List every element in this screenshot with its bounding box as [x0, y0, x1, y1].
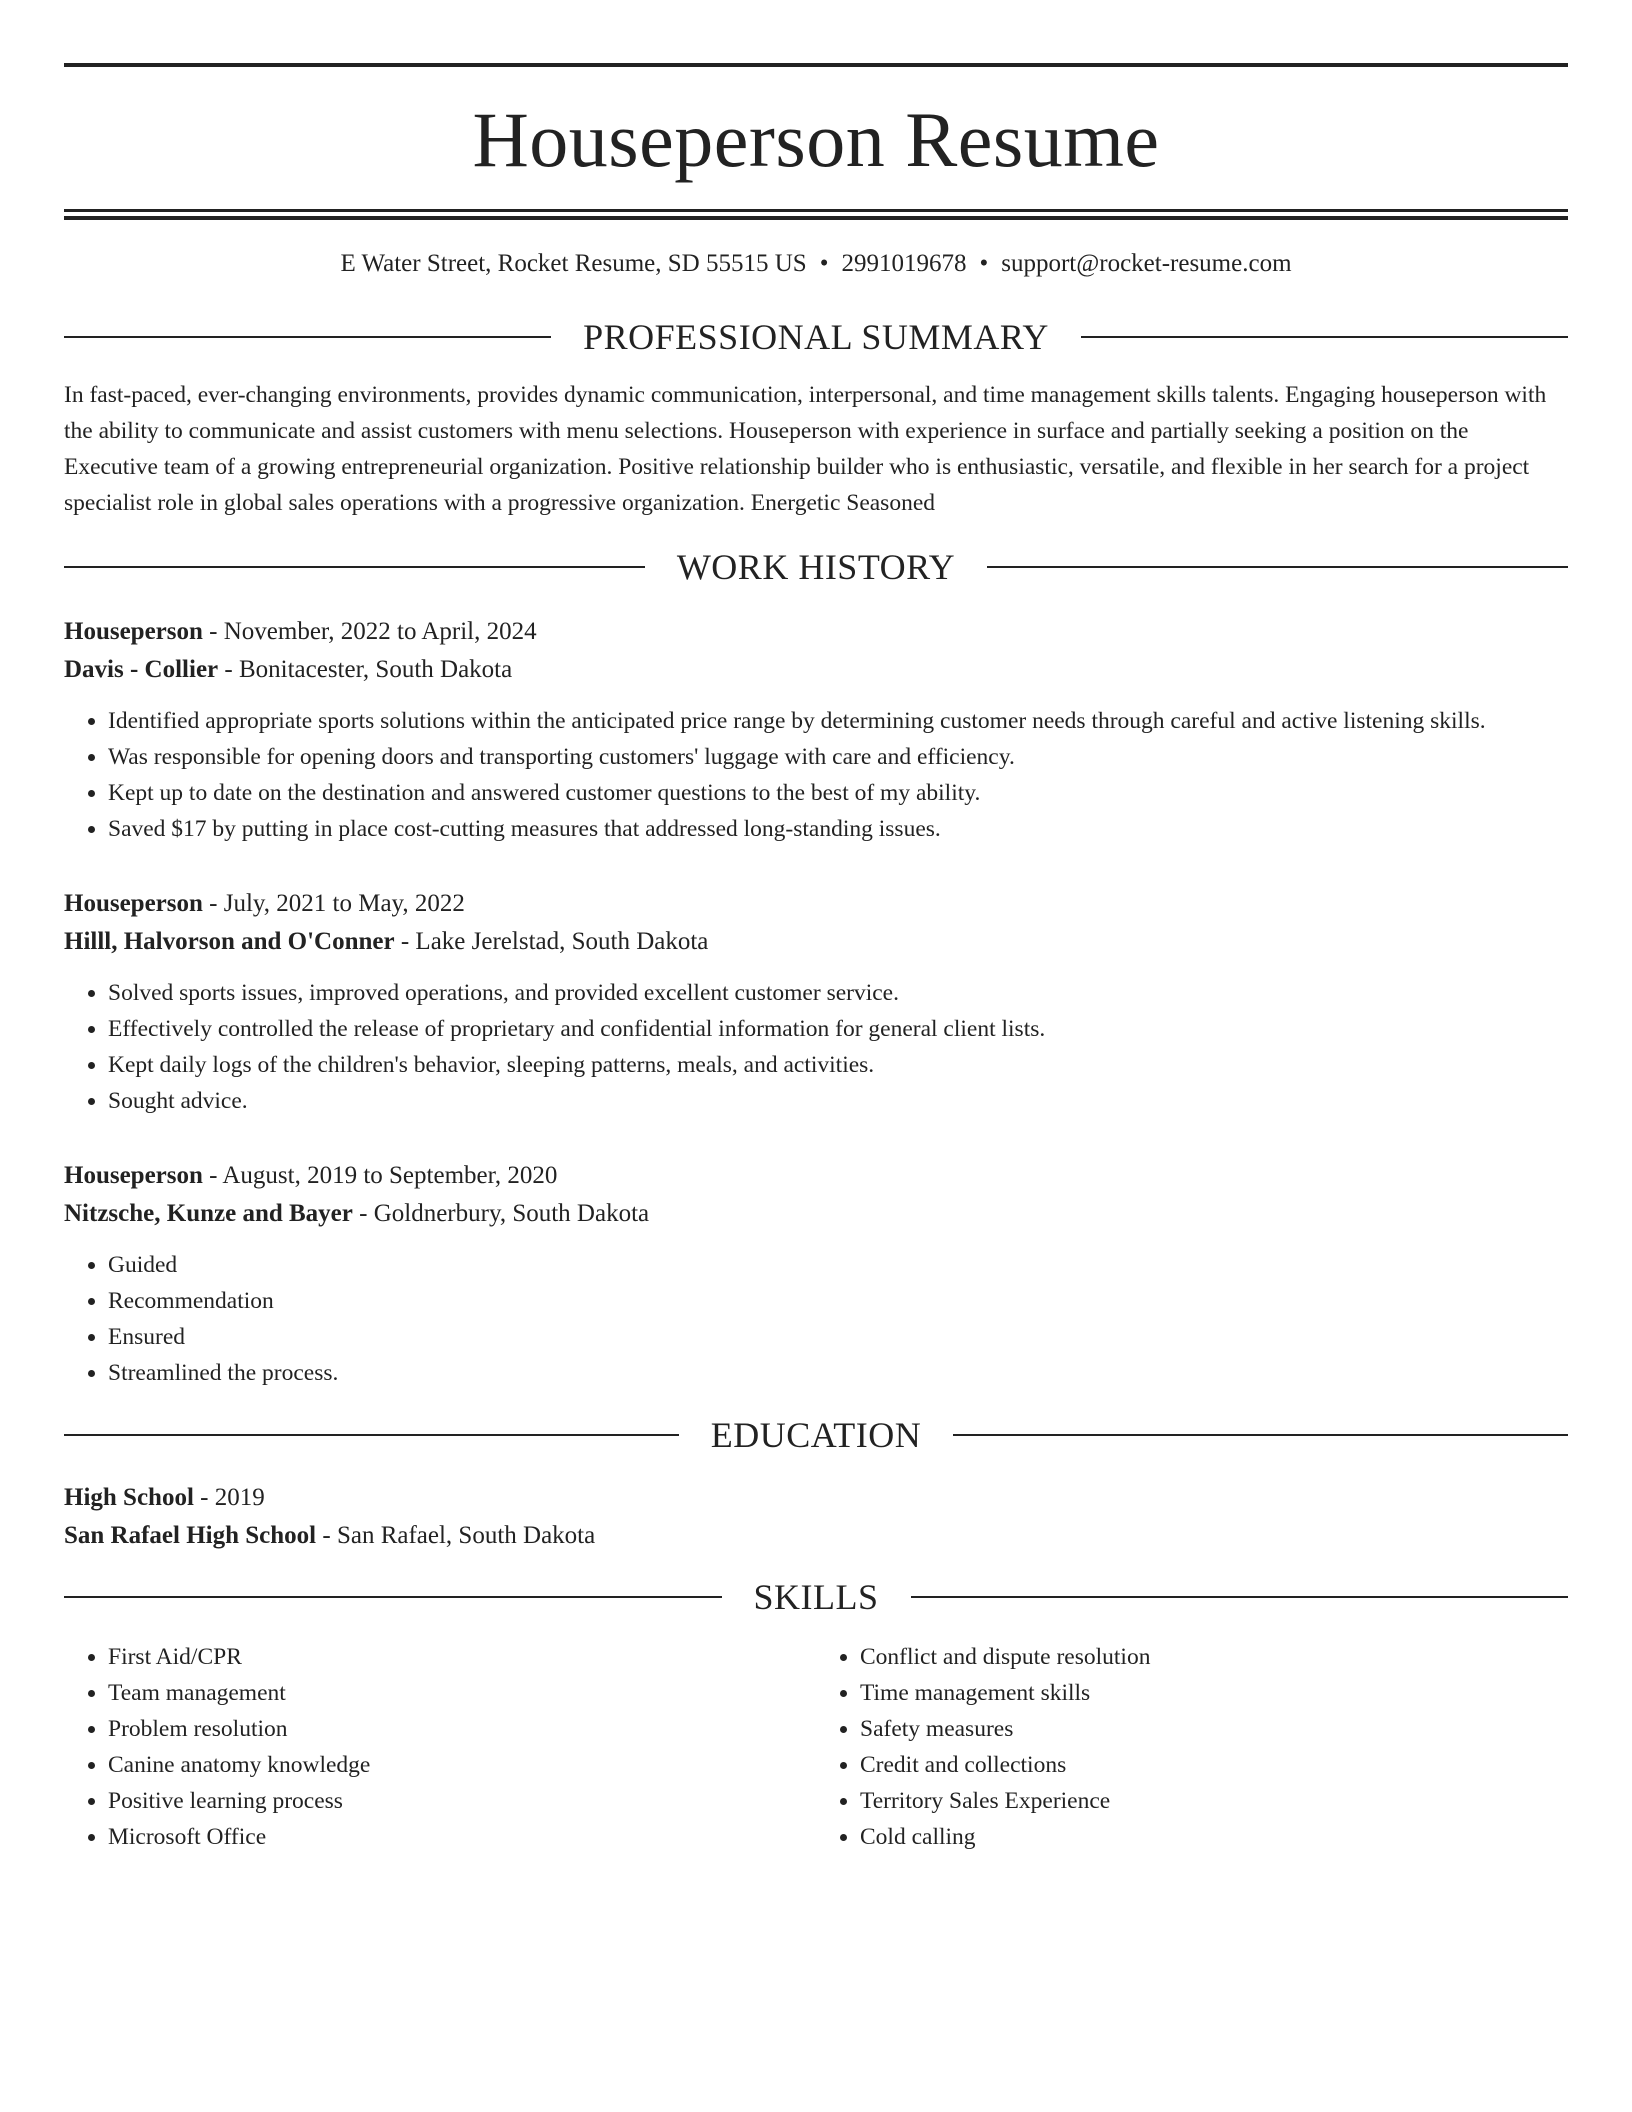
contact-address: E Water Street, Rocket Resume, SD 55515 US: [340, 250, 807, 277]
skill-item: • Conflict and dispute resolution: [860, 1639, 1568, 1675]
job-bullet: • Ensured: [108, 1319, 1568, 1355]
job-bullet: • Was responsible for opening doors and transporting customers' luggage with care and efficiency.: [108, 739, 1568, 775]
section-header-work-history: [64, 545, 1568, 589]
job-bullet: • Streamlined the process.: [108, 1355, 1568, 1391]
section-header-education: [64, 1413, 1568, 1457]
section-rule: [911, 1596, 1569, 1598]
skill-item: • Time management skills: [860, 1675, 1568, 1711]
job-bullets: [64, 1247, 1568, 1391]
contact-phone: 2991019678: [841, 250, 967, 277]
section-rule: [64, 1596, 722, 1598]
job-bullet: • Kept daily logs of the children's behavior, sleeping patterns, meals, and activities.: [108, 1047, 1568, 1083]
job-company: Hilll, Halvorson and O'Conner: [64, 928, 395, 955]
job-dates: - August, 2019 to September, 2020: [202, 1162, 558, 1189]
job-entry: [64, 613, 1568, 847]
skill-item: • Canine anatomy knowledge: [108, 1747, 816, 1783]
job-title: Houseperson: [64, 890, 203, 917]
job-location: - Goldnerbury, South Dakota: [352, 1200, 650, 1227]
job-bullet: • Kept up to date on the destination and answered customer questions to the best of my ability.: [108, 775, 1568, 811]
job-entry: [64, 1157, 1568, 1391]
job-dates: - November, 2022 to April, 2024: [202, 618, 537, 645]
section-header-summary: [64, 315, 1568, 359]
skills-column-right: [816, 1639, 1568, 1855]
job-bullet: • Guided: [108, 1247, 1568, 1283]
section-header-skills: [64, 1575, 1568, 1619]
skills-grid: [64, 1639, 1568, 1855]
job-dates: - July, 2021 to May, 2022: [202, 890, 465, 917]
section-title-skills: SKILLS: [753, 1577, 879, 1617]
job-bullets: [64, 703, 1568, 847]
job-entry: [64, 885, 1568, 1119]
section-title-education: EDUCATION: [710, 1415, 922, 1455]
skill-item: • Positive learning process: [108, 1783, 816, 1819]
job-bullets: [64, 975, 1568, 1119]
section-rule: [64, 566, 645, 568]
resume-title: Houseperson Resume: [472, 96, 1160, 183]
top-rule: [64, 63, 1568, 67]
job-bullet: • Solved sports issues, improved operations, and provided excellent customer service.: [108, 975, 1568, 1011]
skill-item: • Cold calling: [860, 1819, 1568, 1855]
skill-item: • Team management: [108, 1675, 816, 1711]
section-rule: [64, 1434, 679, 1436]
section-title-work-history: WORK HISTORY: [676, 547, 956, 587]
job-title: Houseperson: [64, 1162, 203, 1189]
job-title-line: [64, 613, 1568, 651]
section-rule: [64, 336, 551, 338]
skill-item: • Territory Sales Experience: [860, 1783, 1568, 1819]
skill-item: • Problem resolution: [108, 1711, 816, 1747]
job-bullet: • Sought advice.: [108, 1083, 1568, 1119]
job-bullet: • Recommendation: [108, 1283, 1568, 1319]
title-double-rule: [64, 209, 1568, 212]
job-company-line: [64, 1195, 1568, 1233]
skill-item: • First Aid/CPR: [108, 1639, 816, 1675]
section-title-summary: PROFESSIONAL SUMMARY: [583, 317, 1049, 357]
contact-separator: •: [979, 250, 989, 277]
job-bullet: • Saved $17 by putting in place cost-cutting measures that addressed long-standing issues.: [108, 811, 1568, 847]
job-bullet: • Identified appropriate sports solutions within the anticipated price range by determining customer needs through careful and active listening skills.: [108, 703, 1568, 739]
education-entry: [64, 1479, 1568, 1555]
skill-item: • Microsoft Office: [108, 1819, 816, 1855]
summary-paragraph: In fast-paced, ever-changing environments, provides dynamic communication, interpersonal, and time management skills talents. Engaging houseperson with the ability to communicate and assist customers with menu selections. Houseperson with experience in surface and partially seeking a position on the Executive team of a growing entrepreneurial organization. Positive relationship builder who is enthusiastic, versatile, and flexible in her search for a project specialist role in global sales operations with a progressive organization. Energetic Seasoned: [64, 382, 1547, 516]
job-location: - Bonitacester, South Dakota: [218, 656, 513, 683]
skill-item: • Safety measures: [860, 1711, 1568, 1747]
section-rule: [987, 566, 1568, 568]
job-title: Houseperson: [64, 618, 203, 645]
education-degree-line: [64, 1479, 1568, 1517]
job-title-line: [64, 885, 1568, 923]
section-rule: [1081, 336, 1568, 338]
section-rule: [953, 1434, 1568, 1436]
job-company-line: [64, 651, 1568, 689]
job-title-line: [64, 1157, 1568, 1195]
skill-item: • Credit and collections: [860, 1747, 1568, 1783]
job-company-line: [64, 923, 1568, 961]
education-degree: High School: [64, 1484, 194, 1511]
job-bullet: • Effectively controlled the release of proprietary and confidential information for general client lists.: [108, 1011, 1568, 1047]
contact-separator: •: [819, 250, 829, 277]
education-year: - 2019: [193, 1484, 265, 1511]
education-school: San Rafael High School: [64, 1522, 317, 1549]
contact-line: [64, 249, 1568, 279]
job-location: - Lake Jerelstad, South Dakota: [394, 928, 709, 955]
contact-email: support@rocket-resume.com: [1001, 250, 1292, 277]
job-company: Nitzsche, Kunze and Bayer: [64, 1200, 353, 1227]
education-location: - San Rafael, South Dakota: [316, 1522, 596, 1549]
education-school-line: [64, 1517, 1568, 1555]
job-company: Davis - Collier: [64, 656, 219, 683]
skills-column-left: [64, 1639, 816, 1855]
